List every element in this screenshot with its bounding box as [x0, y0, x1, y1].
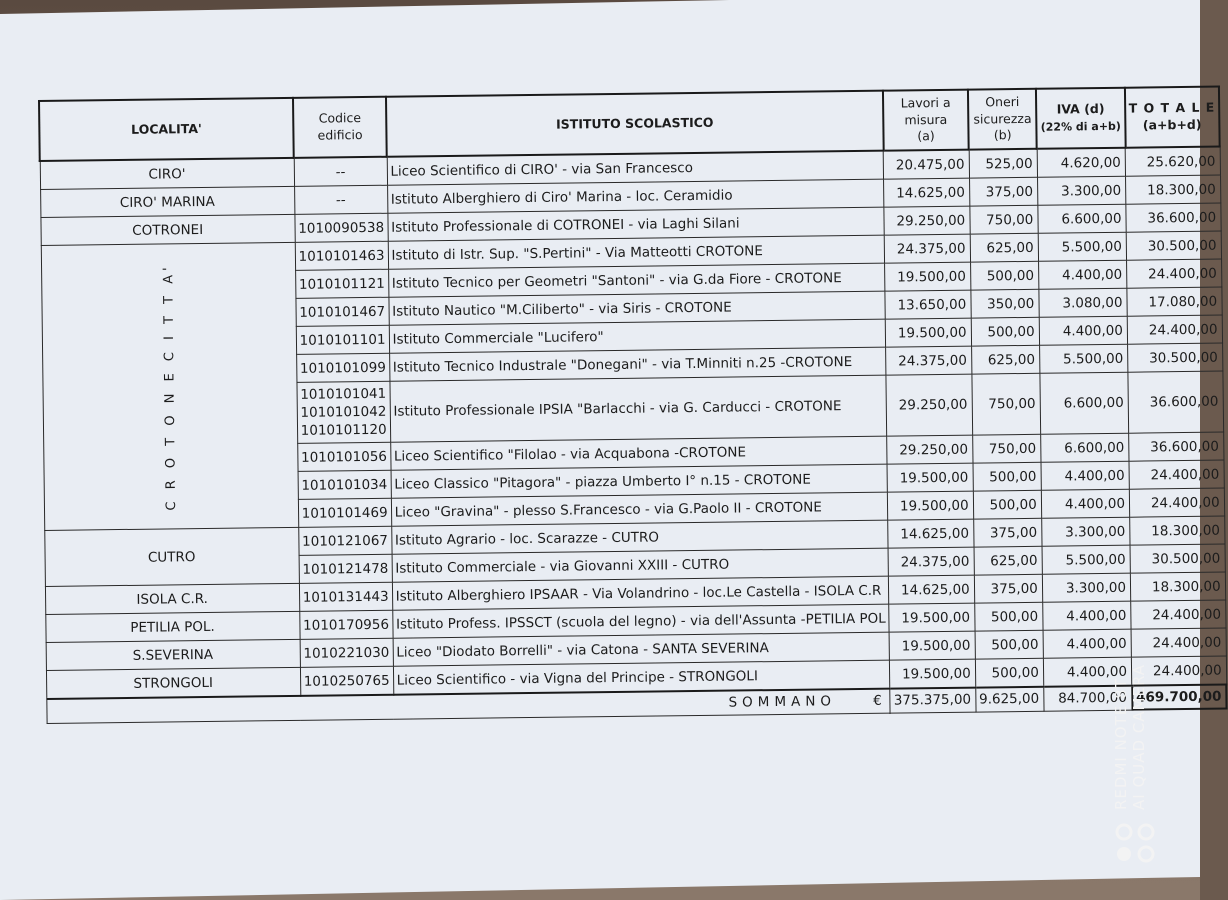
cell-oneri: 375,00	[969, 177, 1037, 206]
cell-oneri: 750,00	[972, 373, 1041, 435]
cell-iva: 3.300,00	[1037, 176, 1126, 205]
cell-iva: 4.620,00	[1037, 148, 1126, 178]
cell-oneri: 625,00	[974, 546, 1042, 575]
header-oneri: Oneri sicurezza (b)	[968, 89, 1037, 150]
cell-istituto: Istituto di Istr. Sup. "S.Pertini" - Via Matteotti CROTONE	[388, 235, 885, 269]
cell-lavori: 24.375,00	[885, 234, 971, 263]
cell-lavori: 24.375,00	[888, 547, 974, 576]
cell-localita: CIRO'	[40, 158, 295, 190]
cell-oneri: 375,00	[973, 518, 1041, 547]
cell-oneri: 500,00	[973, 490, 1041, 519]
cell-iva: 5.500,00	[1039, 344, 1128, 373]
cell-totale: 30.500,00	[1128, 343, 1223, 372]
cell-istituto: Liceo "Diodato Borrelli" - via Catona - SANTA SEVERINA	[393, 632, 890, 666]
cell-totale: 18.300,00	[1130, 572, 1225, 601]
cell-iva: 4.400,00	[1041, 461, 1130, 490]
cell-codice: 1010090538	[295, 213, 388, 242]
cell-totale: 24.400,00	[1131, 600, 1226, 629]
cell-iva: 4.400,00	[1039, 316, 1128, 345]
currency-symbol: €	[873, 692, 887, 710]
cell-codice: 1010101034	[298, 470, 391, 499]
sum-oneri: 9.625,00	[975, 687, 1043, 712]
cell-oneri: 500,00	[971, 317, 1039, 346]
cell-istituto: Liceo Scientifico - via Vigna del Principe - STRONGOLI	[393, 660, 890, 695]
cell-oneri: 625,00	[971, 345, 1039, 374]
camera-watermark	[1112, 640, 1172, 870]
cell-oneri: 625,00	[970, 233, 1038, 262]
cell-oneri: 375,00	[974, 574, 1042, 603]
header-codice: Codice edificio	[293, 97, 387, 158]
cell-codice: 1010131443	[299, 582, 392, 611]
cell-iva: 4.400,00	[1038, 260, 1127, 289]
cell-lavori: 13.650,00	[885, 290, 971, 319]
cell-totale: 24.400,00	[1127, 259, 1222, 288]
camera-logo-icon	[1112, 820, 1160, 868]
cell-iva: 4.400,00	[1043, 629, 1132, 658]
cell-lavori: 19.500,00	[886, 318, 972, 347]
sum-lavori: 375.375,00	[890, 688, 976, 713]
cell-lavori: 14.625,00	[889, 575, 975, 604]
cell-lavori: 19.500,00	[888, 491, 974, 520]
cell-istituto: Liceo Scientifico di CIRO' - via San Francesco	[387, 151, 884, 186]
sum-label: SOMMANO €	[46, 689, 890, 723]
cell-totale: 24.400,00	[1129, 488, 1224, 517]
cell-oneri: 525,00	[969, 149, 1037, 178]
cell-oneri: 500,00	[975, 658, 1043, 687]
cell-iva: 4.400,00	[1043, 601, 1132, 630]
header-iva: IVA (d) (22% di a+b)	[1036, 88, 1125, 149]
sum-totale: 469.700,00	[1132, 685, 1227, 710]
watermark-text: REDMI NOTE 8T AI QUAD CAMERA	[1112, 663, 1148, 810]
cell-codice: 1010101463	[295, 241, 388, 270]
cell-istituto: Istituto Agrario - loc. Scarazze - CUTRO	[391, 520, 888, 554]
cell-iva: 4.400,00	[1041, 489, 1130, 518]
cell-totale: 30.500,00	[1126, 231, 1221, 260]
cell-oneri: 500,00	[973, 462, 1041, 491]
cell-codice: 1010101041 1010101042 1010101120	[297, 381, 391, 443]
cell-lavori: 20.475,00	[884, 150, 970, 180]
cell-istituto: Istituto Commerciale - via Giovanni XXIII - CUTRO	[392, 548, 889, 582]
cell-codice: 1010101467	[296, 297, 389, 326]
cell-lavori: 19.500,00	[887, 463, 973, 492]
cell-lavori: 29.250,00	[886, 374, 972, 436]
cell-totale: 24.400,00	[1127, 315, 1222, 344]
header-totale: T O T A L E (a+b+d)	[1124, 87, 1219, 148]
cell-iva: 3.300,00	[1042, 573, 1131, 602]
cell-lavori: 19.500,00	[885, 262, 971, 291]
cell-istituto: Istituto Commerciale "Lucifero"	[389, 319, 886, 353]
cell-localita: COTRONEI	[40, 214, 294, 245]
cell-istituto: Istituto Alberghiero IPSAAR - Via Volandrino - loc.Le Castella - ISOLA C.R	[392, 576, 889, 610]
cell-lavori: 19.500,00	[889, 603, 975, 632]
cell-totale: 24.400,00	[1131, 656, 1226, 686]
cell-iva: 3.080,00	[1039, 288, 1128, 317]
cell-codice: 1010101121	[295, 269, 388, 298]
cell-istituto: Liceo Classico "Pitagora" - piazza Umberto I° n.15 - CROTONE	[391, 464, 888, 498]
sum-iva: 84.700,00	[1044, 686, 1132, 711]
cell-istituto: Istituto Nautico "M.Ciliberto" - via Siris - CROTONE	[389, 291, 886, 325]
cell-totale: 24.400,00	[1129, 460, 1224, 489]
costs-table	[38, 86, 1228, 724]
cell-totale: 17.080,00	[1127, 287, 1222, 316]
cell-lavori: 19.500,00	[890, 659, 976, 689]
cell-oneri: 500,00	[974, 602, 1042, 631]
cell-iva: 6.600,00	[1040, 372, 1129, 434]
header-lavori: Lavori a misura (a)	[883, 90, 969, 151]
cell-lavori: 14.625,00	[884, 178, 970, 207]
cell-lavori: 19.500,00	[889, 631, 975, 660]
cell-codice: 1010101099	[296, 353, 389, 382]
cell-iva: 3.300,00	[1041, 517, 1130, 546]
cell-localita: CIRO' MARINA	[40, 186, 294, 217]
header-localita: LOCALITA'	[39, 98, 294, 161]
cell-istituto: Istituto Professionale di COTRONEI - via Laghi Silani	[387, 207, 884, 241]
cell-iva: 5.500,00	[1038, 232, 1127, 261]
cell-iva: 6.600,00	[1040, 433, 1129, 462]
cell-lavori: 14.625,00	[888, 519, 974, 548]
cell-iva: 5.500,00	[1042, 545, 1131, 574]
cell-lavori: 29.250,00	[887, 435, 973, 464]
cell-istituto: Istituto Tecnico per Geometri "Santoni" - via G.da Fiore - CROTONE	[388, 263, 885, 297]
cell-istituto: Istituto Profess. IPSSCT (scuola del legno) - via dell'Assunta -PETILIA POL	[392, 604, 889, 638]
cell-totale: 30.500,00	[1130, 544, 1225, 573]
cell-codice: 1010121067	[298, 526, 391, 555]
cell-totale: 36.600,00	[1128, 371, 1223, 433]
cell-istituto: Liceo Scientifico "Filolao - via Acquabona -CROTONE	[390, 436, 887, 470]
cell-iva: 4.400,00	[1043, 657, 1132, 687]
cell-iva: 6.600,00	[1038, 204, 1127, 233]
cell-localita: STRONGOLI	[46, 667, 301, 699]
cell-lavori: 24.375,00	[886, 346, 972, 375]
cell-codice: 1010101469	[298, 498, 391, 527]
cell-oneri: 750,00	[970, 205, 1038, 234]
cell-istituto: Istituto Professionale IPSIA "Barlacchi - via G. Carducci - CROTONE	[390, 375, 888, 442]
cell-oneri: 500,00	[970, 261, 1038, 290]
cell-istituto: Liceo "Gravina" - plesso S.Francesco - via G.Paolo II - CROTONE	[391, 492, 888, 526]
cell-istituto: Istituto Alberghiero di Ciro' Marina - loc. Ceramidio	[387, 179, 884, 213]
cell-codice: 1010170956	[299, 610, 392, 639]
cell-codice: 1010221030	[300, 638, 393, 667]
cell-oneri: 350,00	[971, 289, 1039, 318]
cell-codice: 1010101101	[296, 325, 389, 354]
cell-oneri: 750,00	[972, 434, 1040, 463]
cell-totale: 36.600,00	[1126, 203, 1221, 232]
cell-oneri: 500,00	[975, 630, 1043, 659]
cell-totale: 24.400,00	[1131, 628, 1226, 657]
cell-codice: 1010121478	[299, 554, 392, 583]
cell-localita-cutro: CUTRO	[44, 527, 299, 586]
cell-localita-crotone: C R O T O N E C I T T A'	[41, 242, 299, 530]
cell-localita: PETILIA POL.	[45, 611, 299, 642]
cell-istituto: Istituto Tecnico Industrale "Donegani" - via T.Minniti n.25 -CROTONE	[389, 347, 886, 381]
cell-lavori: 29.250,00	[884, 206, 970, 235]
cell-localita: S.SEVERINA	[46, 639, 300, 670]
cell-codice: --	[294, 185, 387, 214]
cell-codice: --	[294, 157, 387, 187]
cell-totale: 18.300,00	[1130, 516, 1225, 545]
header-istituto: ISTITUTO SCOLASTICO	[386, 91, 883, 157]
cell-codice: 1010250765	[300, 666, 393, 696]
cell-localita: ISOLA C.R.	[45, 583, 299, 614]
cell-totale: 36.600,00	[1129, 432, 1224, 461]
cell-totale: 25.620,00	[1125, 147, 1220, 177]
cell-codice: 1010101056	[297, 442, 390, 471]
cell-totale: 18.300,00	[1126, 175, 1221, 204]
